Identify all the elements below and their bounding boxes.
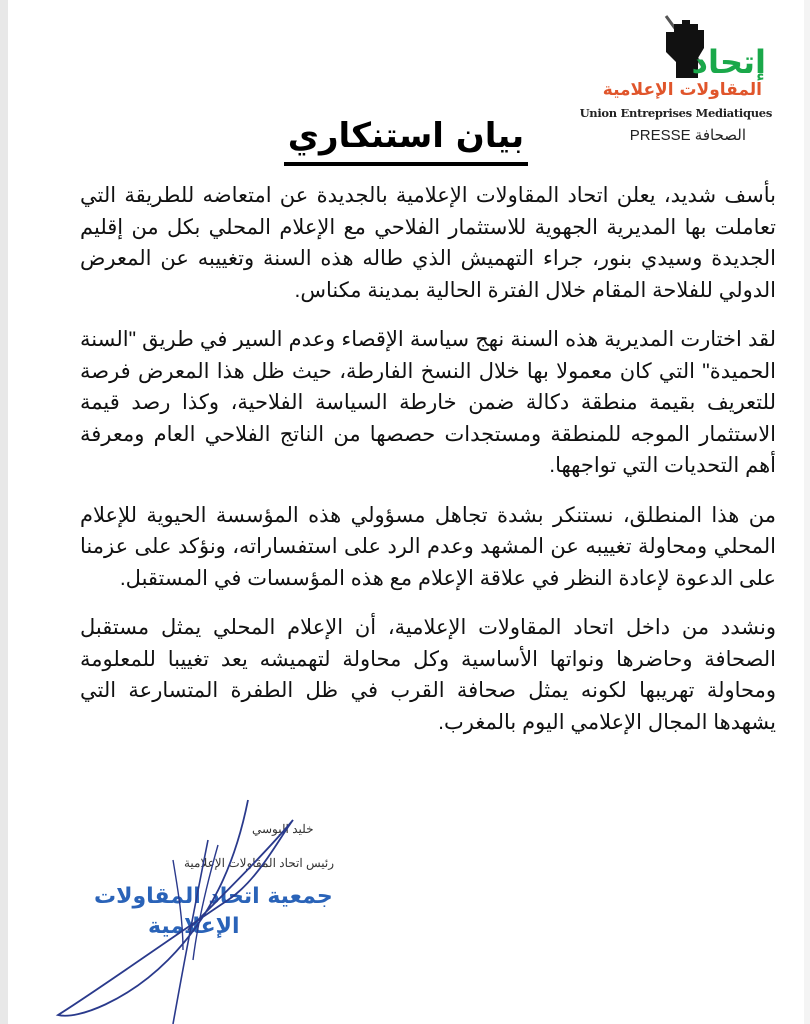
paragraph: بأسف شديد، يعلن اتحاد المقاولات الإعلامية بالجديدة عن امتعاضه للطريقة التي تعاملت بها المديرية الجهوية للاستثمار الفلاحي مع الإعلام المحلي بكل من إقليم الجديدة وسيدي بنور، جراء التهميش الذي طاله هذه السنة وتغييبه عن المعرض الدولي للفلاحة المقام خلال الفترة الحالية بمدينة مكناس. [80, 184, 776, 302]
statement-body [80, 180, 776, 756]
paragraph: من هذا المنطلق، نستنكر بشدة تجاهل مسؤولي هذه المؤسسة الحيوية للإعلام المحلي ومحاولة تغييبه عن المشهد وعدم الرد على استفساراته، ونؤكد على عزمنا على الدعوة لإعادة النظر في علاقة الإعلام مع هذه المؤسسات في المستقبل. [80, 503, 776, 590]
logo-french-name: Union Entreprises Mediatiques [579, 106, 772, 120]
document-page [8, 0, 804, 1024]
document-title [8, 116, 804, 156]
page-edge [0, 0, 8, 1024]
title-text: بيان استنكاري [284, 116, 528, 166]
logo-press-label: PRESSE الصحافة [629, 127, 746, 144]
signatory-name: خليد اليوسي [252, 822, 314, 836]
handwritten-signature [8, 790, 408, 1024]
stamp-line-2: الإعلامية [148, 914, 240, 939]
paragraph: لقد اختارت المديرية هذه السنة نهج سياسة الإقصاء وعدم السير في طريق "السنة الحميدة" التي كان معمولا بها خلال النسخ الفارطة، حيث ظل هذا المعرض فرصة للتعريف بقيمة منطقة دكالة ضمن خارطة السياسة الفلاحية، وكذا رصد قيمة الاستثمار الموجه للمنطقة ومستجدات حصصها من الناتج الفلاحي العام ومعرفة أهم التحديات التي تواجهها. [80, 328, 776, 477]
stamp-line-1: جمعية اتحاد المقاولات [94, 884, 333, 909]
signatory-role: رئيس اتحاد المقاولات الإعلامية [184, 856, 335, 870]
logo-arabic-union: إتحاد [691, 43, 766, 81]
paragraph: ونشدد من داخل اتحاد المقاولات الإعلامية، أن الإعلام المحلي يمثل مستقبل الصحافة وحاضرها ونواتها الأساسية وكل محاولة لتهميشه يعد تغييبا للمعلومة ومحاولة تهريبها لكونه يمثل صحافة القرب في ظل الطفرة المتسارعة التي يشهدها المجال الإعلامي اليوم بالمغرب. [80, 616, 776, 734]
logo-arabic-media: المقاولات الإعلامية [602, 80, 762, 100]
